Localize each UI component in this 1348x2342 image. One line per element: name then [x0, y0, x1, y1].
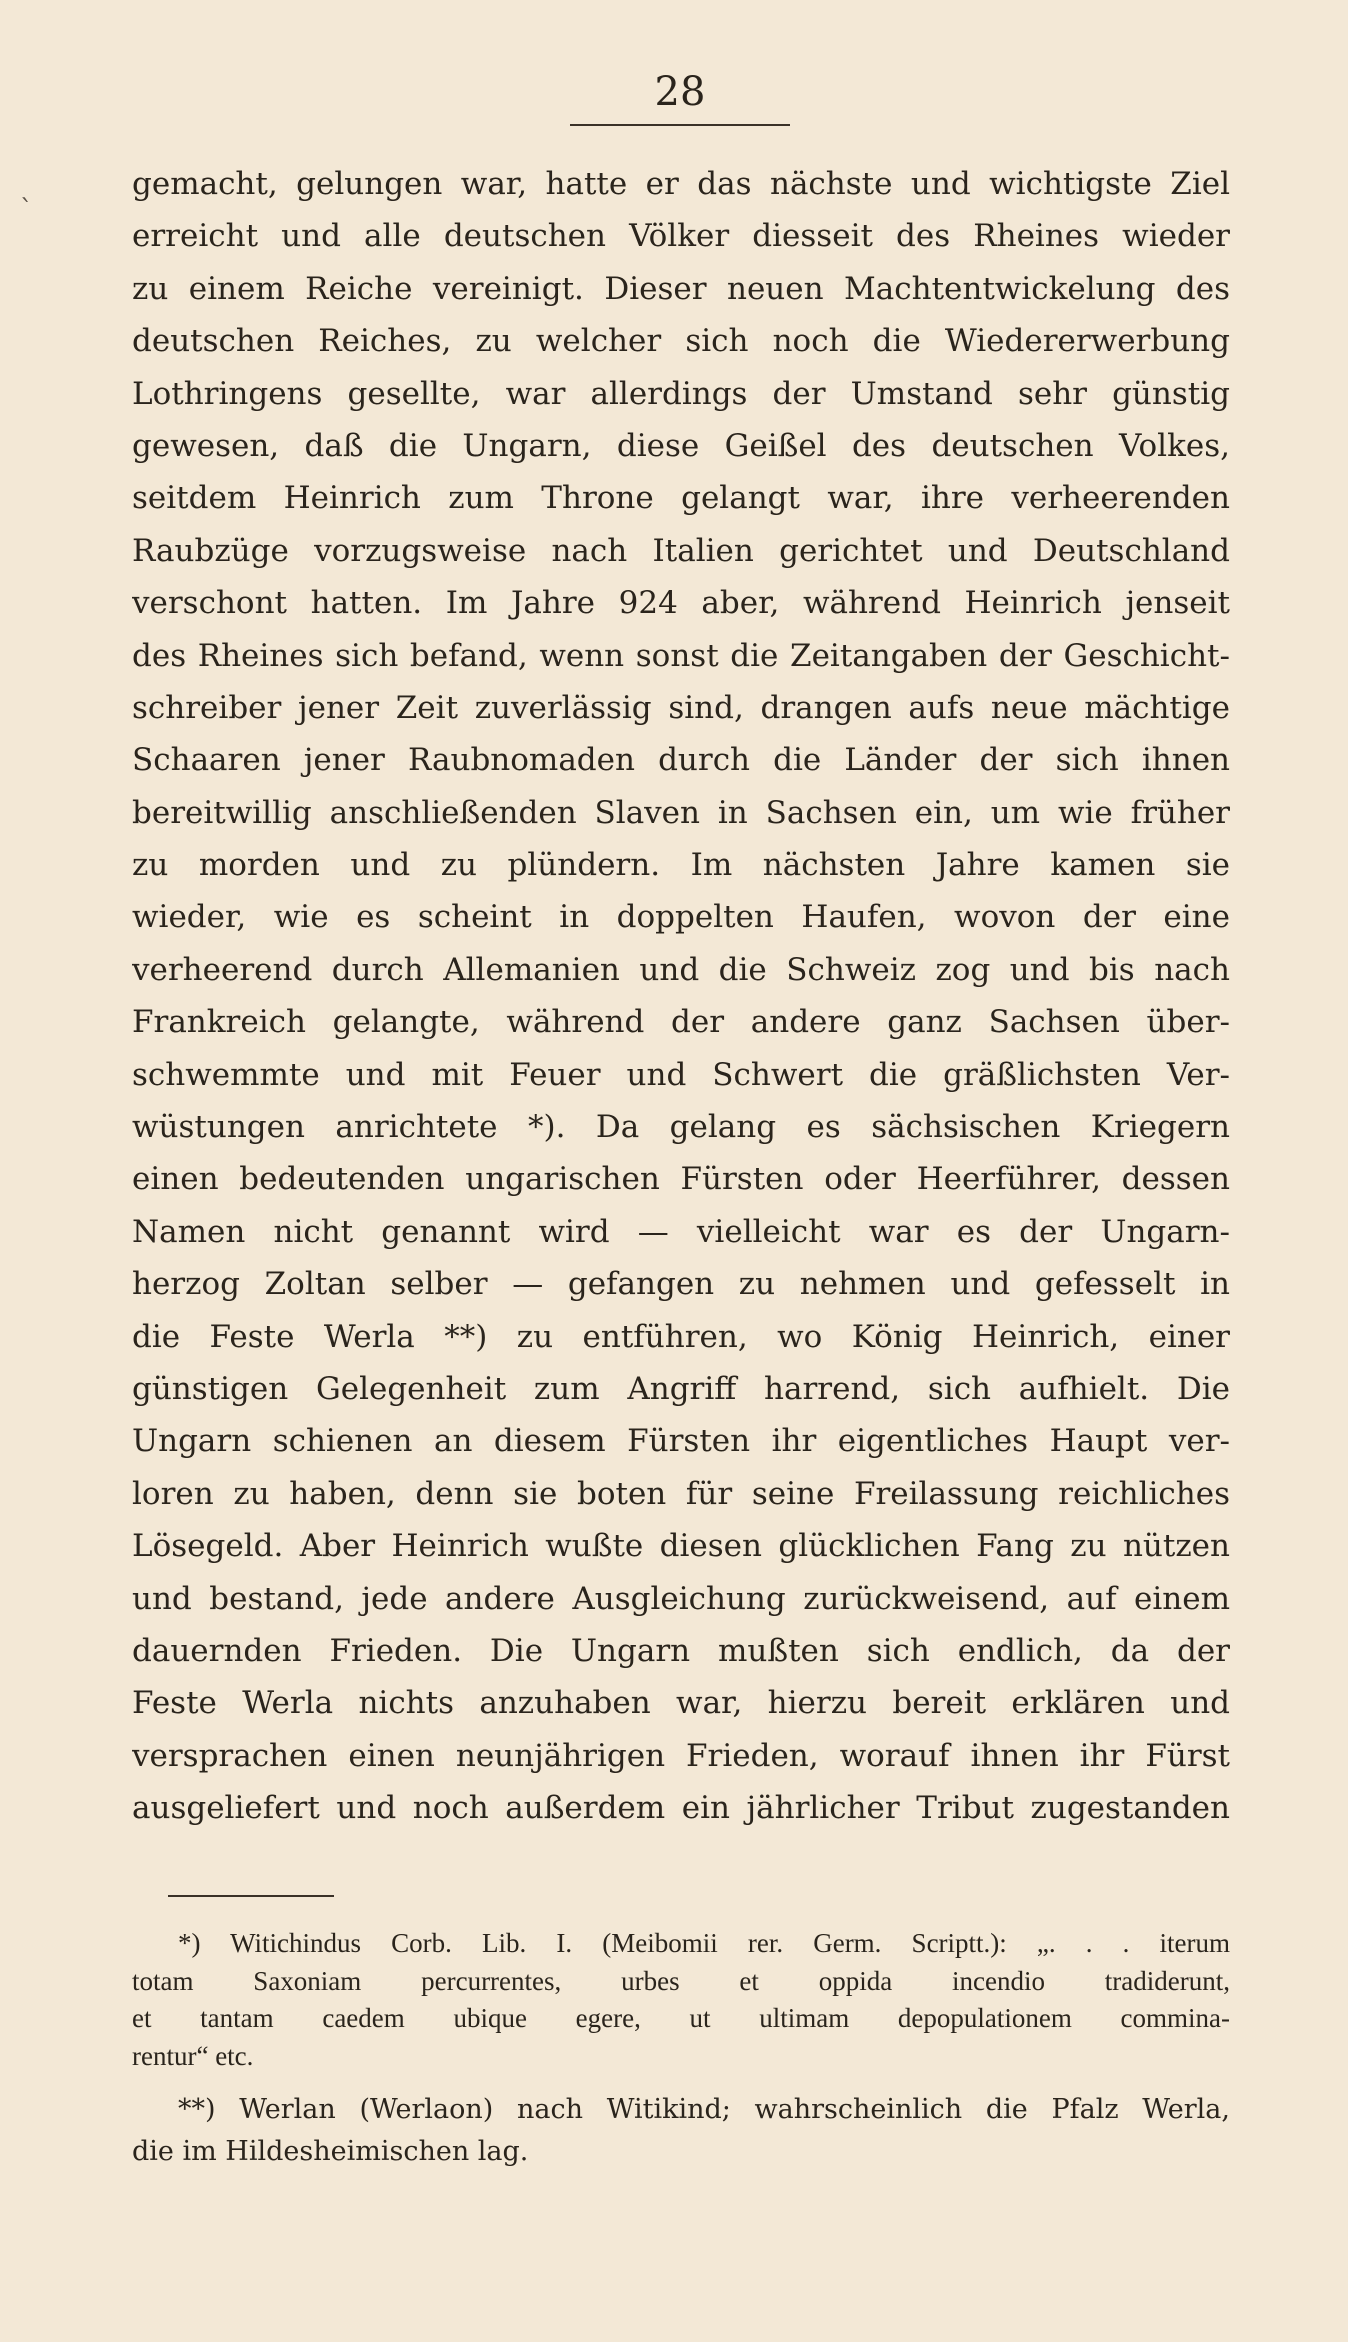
footnote-line: die im Hildesheimischen lag. [132, 2136, 529, 2167]
footnote-gap [132, 2075, 1230, 2089]
page-number: 28 [570, 68, 790, 126]
text-line: seitdem Heinrich zum Throne gelangt war, ihre verheerenden [132, 480, 1230, 517]
text-line: erreicht und alle deutschen Völker diesseit des Rheines wieder [132, 218, 1230, 255]
text-line: loren zu haben, denn sie boten für seine Freilassung reichliches [132, 1475, 1230, 1512]
text-line: und bestand, jede andere Ausgleichung zurückweisend, auf einem [132, 1580, 1230, 1617]
text-line: Feste Werla nichts anzuhaben war, hierzu bereit erklären und [132, 1685, 1230, 1722]
text-line: ausgeliefert und noch außerdem ein jährlicher Tribut zugestanden [132, 1790, 1230, 1827]
text-line: Raubzüge vorzugsweise nach Italien gerichtet und Deutschland [132, 532, 1230, 569]
text-line: bereitwillig anschließenden Slaven in Sachsen ein, um wie früher [132, 794, 1230, 831]
text-line: verheerend durch Allemanien und die Schweiz zog und bis nach [132, 951, 1230, 988]
footnote-line: *) Witichindus Corb. Lib. I. (Meibomii rer. Germ. Scriptt.): „. . . iterum [178, 1928, 1230, 1958]
text-line: zu einem Reiche vereinigt. Dieser neuen Machtentwickelung des [132, 270, 1230, 307]
text-line: des Rheines sich befand, wenn sonst die Zeitangaben der Geschicht- [132, 637, 1230, 674]
main-text-block [132, 158, 1230, 1835]
text-line: günstigen Gelegenheit zum Angriff harrend, sich aufhielt. Die [132, 1370, 1230, 1407]
footnote-line: et tantam caedem ubique egere, ut ultimam depopulationem commina- [132, 2003, 1230, 2033]
footnote-line: **) Werlan (Werlaon) nach Witikind; wahrscheinlich die Pfalz Werla, [178, 2094, 1230, 2125]
text-line: dauernden Frieden. Die Ungarn mußten sich endlich, da der [132, 1632, 1230, 1669]
text-line: die Feste Werla **) zu entführen, wo König Heinrich, einer [132, 1318, 1230, 1355]
text-line: wieder, wie es scheint in doppelten Haufen, wovon der eine [132, 899, 1230, 936]
text-line: Frankreich gelangte, während der andere ganz Sachsen über- [132, 1004, 1230, 1041]
text-line: herzog Zoltan selber — gefangen zu nehmen und gefesselt in [132, 1266, 1230, 1303]
footnote-2 [132, 2089, 1230, 2173]
text-line: gewesen, daß die Ungarn, diese Geißel des deutschen Volkes, [132, 427, 1230, 464]
text-line: verschont hatten. Im Jahre 924 aber, während Heinrich jenseit [132, 585, 1230, 622]
text-line: versprachen einen neunjährigen Frieden, worauf ihnen ihr Fürst [132, 1737, 1230, 1774]
text-line: Schaaren jener Raubnomaden durch die Länder der sich ihnen [132, 742, 1230, 779]
footnote-1 [132, 1925, 1230, 2075]
text-line: deutschen Reiches, zu welcher sich noch die Wiedererwerbung [132, 323, 1230, 360]
text-line: Namen nicht genannt wird — vielleicht war es der Ungarn- [132, 1213, 1230, 1250]
text-line: Lösegeld. Aber Heinrich wußte diesen glücklichen Fang zu nützen [132, 1528, 1230, 1565]
text-line: Ungarn schienen an diesem Fürsten ihr eigentliches Haupt ver- [132, 1423, 1230, 1460]
text-line: zu morden und zu plündern. Im nächsten Jahre kamen sie [132, 847, 1230, 884]
text-line: einen bedeutenden ungarischen Fürsten oder Heerführer, dessen [132, 1161, 1230, 1198]
text-line: wüstungen anrichtete *). Da gelang es sächsischen Kriegern [132, 1109, 1230, 1146]
footnote-line: totam Saxoniam percurrentes, urbes et oppida incendio tradiderunt, [132, 1965, 1230, 1996]
footnote-line: rentur“ etc. [132, 2040, 254, 2071]
text-line: Lothringens gesellte, war allerdings der Umstand sehr günstig [132, 375, 1230, 412]
footnote-separator [168, 1895, 334, 1897]
text-line: schreiber jener Zeit zuverlässig sind, drangen aufs neue mächtige [132, 689, 1230, 726]
footnotes-block [132, 1925, 1230, 2173]
text-line: schwemmte und mit Feuer und Schwert die gräßlichsten Ver- [132, 1056, 1230, 1093]
margin-mark: ` [20, 195, 33, 225]
text-line: gemacht, gelungen war, hatte er das nächste und wichtigste Ziel [132, 166, 1230, 202]
